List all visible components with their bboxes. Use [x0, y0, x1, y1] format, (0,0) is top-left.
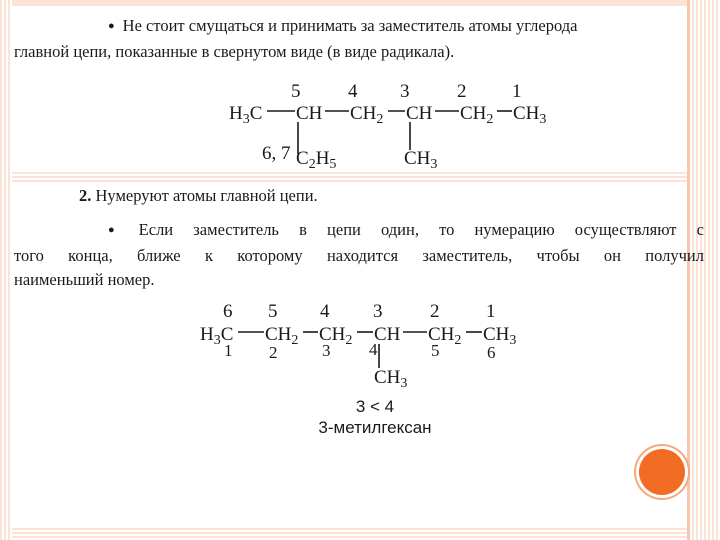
- locant: 1: [512, 81, 522, 102]
- svg-text:CH2: $CH_2$: [319, 324, 353, 348]
- svg-text:H3C: $H_3C$: [200, 324, 234, 348]
- locant: 2: [457, 81, 467, 102]
- svg-text:CH3: $CH_3$: [374, 367, 408, 391]
- svg-text:1: 1: [224, 341, 233, 360]
- formula2-chain: [200, 324, 516, 391]
- svg-text:CH3: $CH_3$: [483, 324, 517, 348]
- rule1-line2: главной цепи, показанные в свернутом виде (в виде радикала).: [14, 42, 455, 61]
- svg-text:6: 6: [223, 301, 233, 322]
- svg-text:CH: CH: [406, 103, 433, 124]
- svg-text:CH2: $CH_2$: [428, 324, 462, 348]
- svg-text:3: 3: [322, 341, 331, 360]
- svg-text:5: 5: [431, 341, 440, 360]
- rule1-line1-text: Не стоит смущаться и принимать за заместитель атомы углерода: [122, 16, 578, 35]
- svg-text:H3C: $H_3C$: [229, 103, 263, 127]
- branch-locants: 6, 7: [262, 143, 291, 164]
- svg-text:4: 4: [320, 301, 330, 322]
- step-number: 2.: [79, 186, 92, 205]
- rule2-line1-text: Если заместитель в цепи один, то нумерацию осуществляют с: [138, 220, 704, 239]
- locant: 5: [291, 81, 301, 102]
- svg-text:CH2: $CH_2$: [265, 324, 299, 348]
- locant: 4: [348, 81, 358, 102]
- svg-text:4: 4: [369, 340, 378, 359]
- rule2-line3: наименьший номер.: [14, 270, 155, 289]
- svg-text:2: 2: [430, 301, 440, 322]
- svg-text:6: 6: [487, 343, 496, 362]
- svg-text:1: 1: [486, 301, 496, 322]
- bullet-icon: ●: [108, 224, 131, 236]
- compound-name: 3-метилгексан: [318, 418, 432, 437]
- formula2-top-locants: [223, 301, 496, 322]
- svg-text:CH3: $CH_3$: [513, 103, 547, 127]
- svg-text:CH3: $CH_3$: [404, 148, 438, 172]
- rule2-line2: того конца, ближе к которому находится заместитель, чтобы он получил: [14, 246, 704, 265]
- svg-text:CH: CH: [374, 324, 401, 345]
- svg-text:CH2: $CH_2$: [350, 103, 384, 127]
- svg-text:5: 5: [268, 301, 278, 322]
- locant-comparison: 3 < 4: [355, 397, 395, 416]
- accent-circle-icon: [639, 449, 685, 495]
- svg-text:CH2: $CH_2$: [460, 103, 494, 127]
- bullet-icon: ●: [108, 20, 115, 32]
- svg-text:C2H5: $C_2H_5$: [296, 148, 337, 172]
- svg-text:2: 2: [269, 343, 278, 362]
- step-text: Нумеруют атомы главной цепи.: [95, 186, 318, 205]
- svg-text:3: 3: [373, 301, 383, 322]
- locant: 3: [400, 81, 410, 102]
- svg-text:CH: CH: [296, 103, 323, 124]
